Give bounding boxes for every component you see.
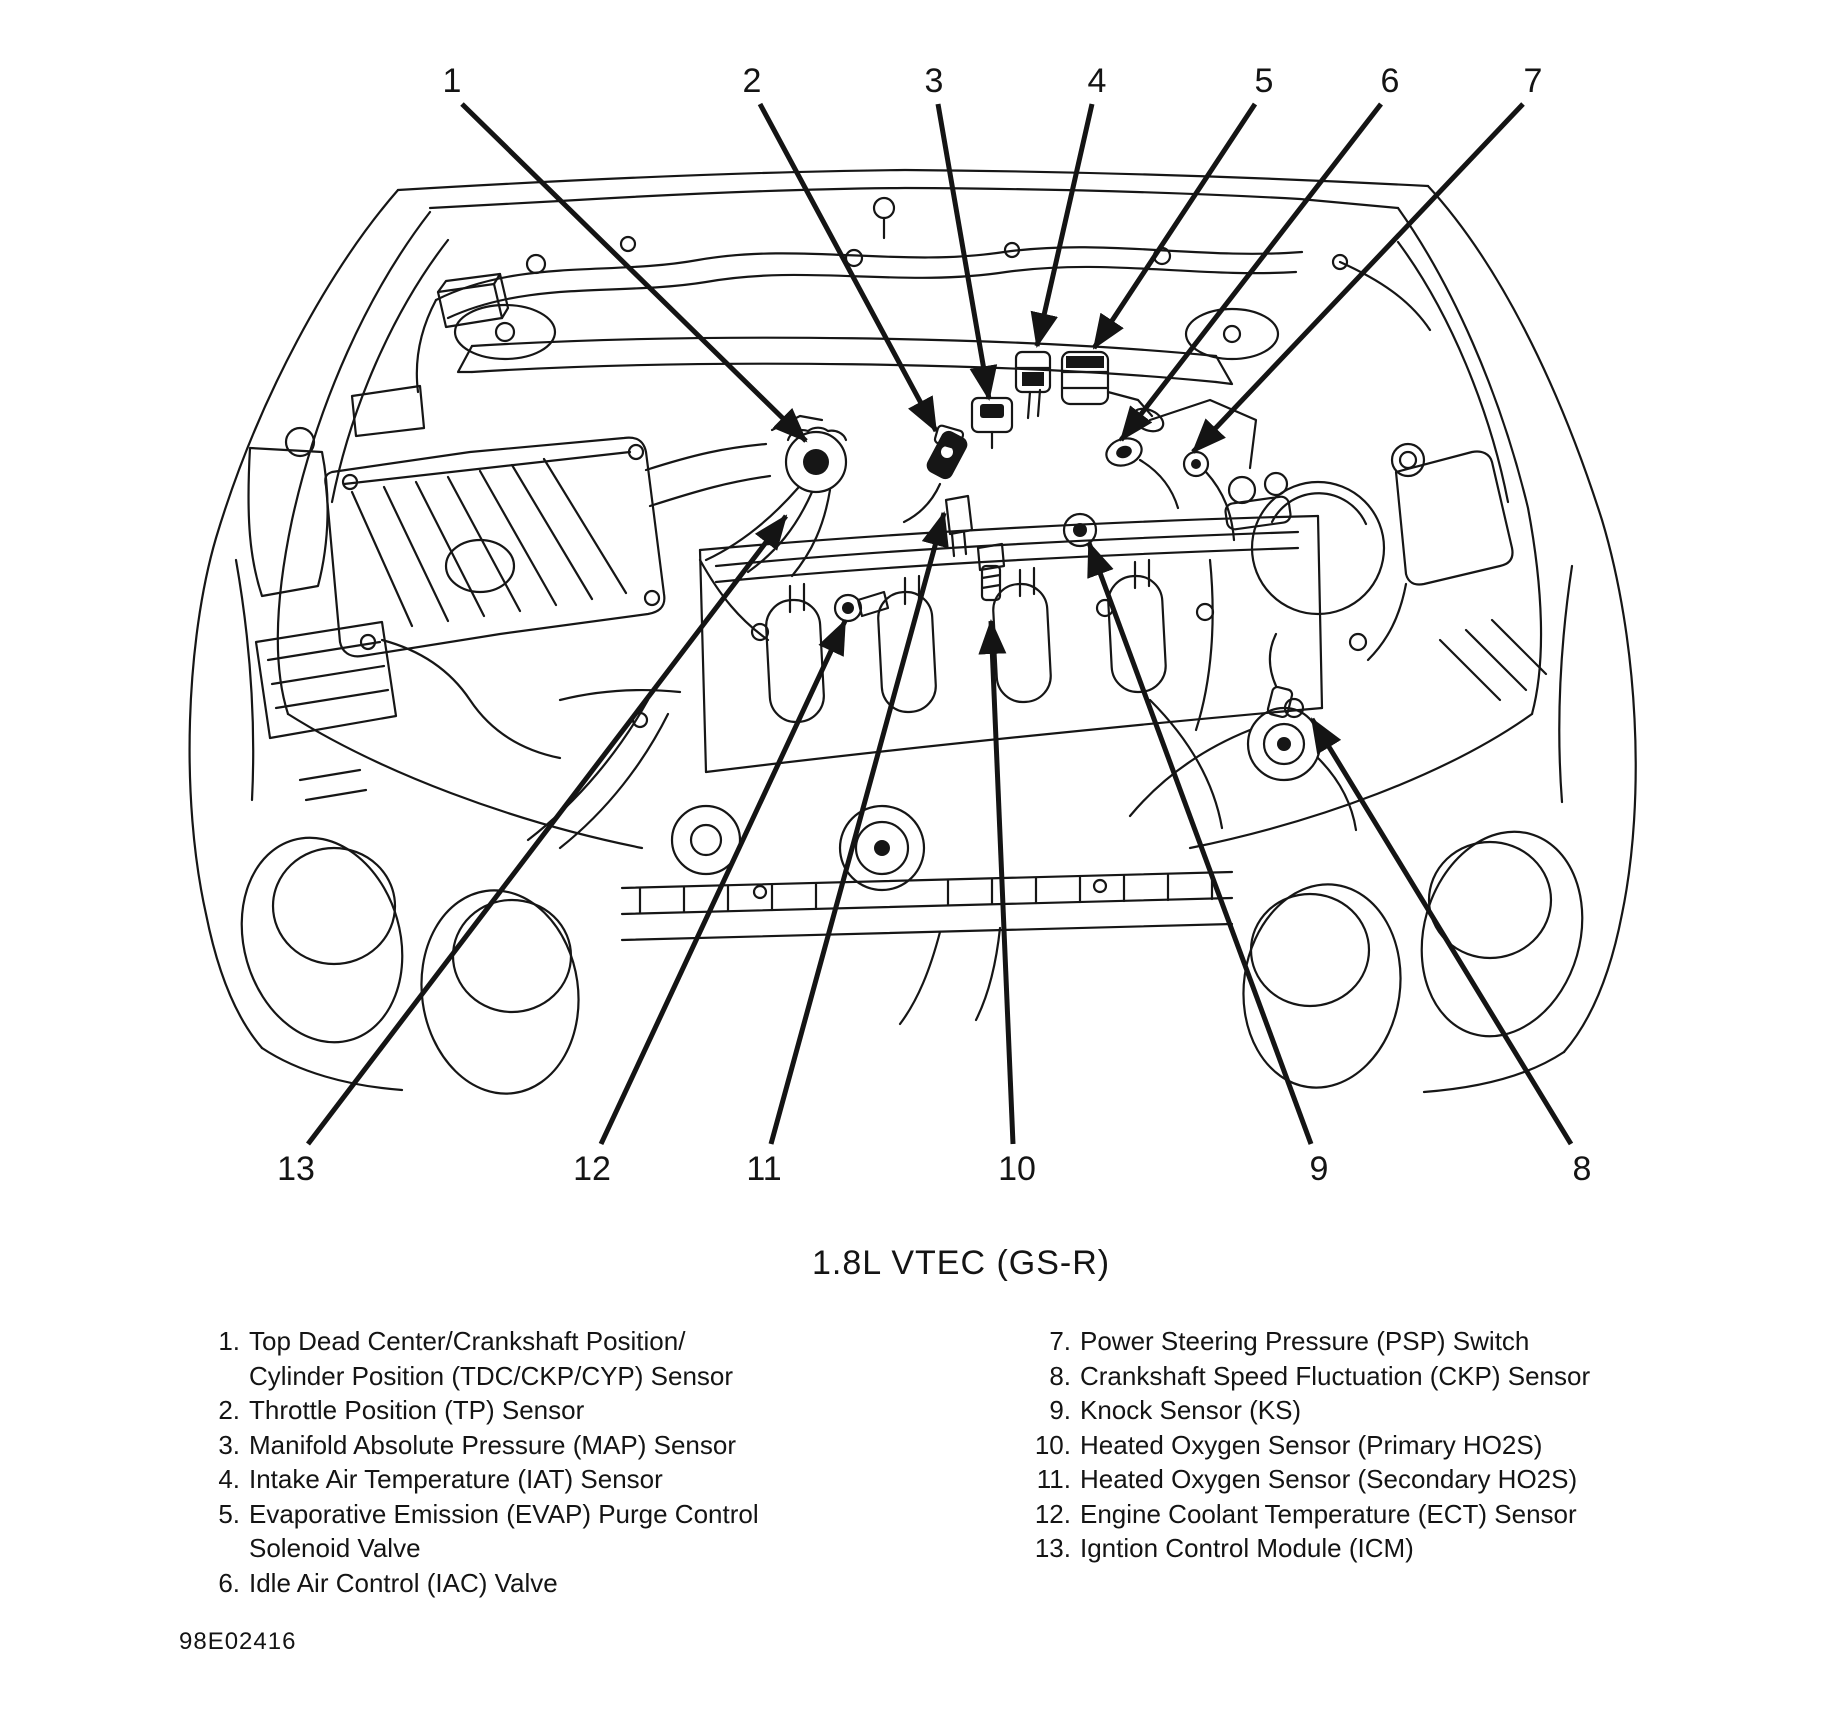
callout-number-7: 7	[1523, 62, 1543, 100]
legend-item-label: Igntion Control Module (ICM)	[1080, 1533, 1414, 1563]
legend-item-label: Heated Oxygen Sensor (Secondary HO2S)	[1080, 1464, 1578, 1494]
legend-item-number: 2.	[218, 1395, 240, 1425]
callout-line-2-tp-sensor	[760, 104, 936, 431]
legend-item	[960, 1393, 1720, 1428]
callout-number-10: 10	[998, 1150, 1036, 1188]
callout-line-3-map-sensor	[938, 104, 989, 399]
callout-number-13: 13	[277, 1150, 315, 1188]
legend-item-label: Engine Coolant Temperature (ECT) Sensor	[1080, 1498, 1577, 1529]
legend-item-label: Power Steering Pressure (PSP) Switch	[1080, 1326, 1530, 1356]
legend-item-label: Knock Sensor (KS)	[1080, 1395, 1302, 1425]
psp-switch-shape	[1184, 452, 1234, 540]
callout-number-3: 3	[924, 62, 944, 100]
legend-item-number: 11.	[1036, 1464, 1071, 1494]
iat-sensor-shape	[1016, 352, 1050, 418]
legend-item	[960, 1497, 1720, 1532]
legend-item-number: 8.	[1049, 1360, 1071, 1391]
callout-line-1-tdc-ckp-cyp-sensor	[462, 104, 806, 441]
legend-item	[170, 1324, 900, 1393]
legend-item	[960, 1359, 1720, 1394]
legend-item-label: Manifold Absolute Pressure (MAP) Sensor	[249, 1429, 736, 1460]
callout-line-5-evap-purge-solenoid	[1094, 104, 1255, 348]
legend-item-label: Idle Air Control (IAC) Valve	[249, 1567, 558, 1598]
callout-number-5: 5	[1254, 62, 1274, 100]
legend-item	[170, 1393, 900, 1428]
legend-item	[170, 1566, 900, 1601]
legend-item-label: Evaporative Emission (EVAP) Purge Control Solenoid Valve	[249, 1498, 759, 1563]
legend-item-number: 13.	[1034, 1533, 1071, 1563]
callout-line-8-ckp-sensor	[1312, 719, 1571, 1144]
legend-item	[960, 1324, 1720, 1359]
callout-line-7-psp-switch	[1193, 104, 1523, 452]
callout-line-9-knock-sensor	[1089, 543, 1311, 1144]
callout-number-12: 12	[573, 1150, 611, 1188]
primary-ho2s-shape	[978, 544, 1004, 600]
callout-number-11: 11	[746, 1150, 782, 1188]
legend-item	[960, 1462, 1720, 1497]
evap-solenoid-shape	[1062, 352, 1167, 436]
map-sensor-shape	[972, 398, 1012, 448]
legend-item	[170, 1428, 900, 1463]
figure-caption: 1.8L VTEC (GS-R)	[812, 1244, 1111, 1282]
legend-item-number: 10.	[1034, 1429, 1071, 1460]
figure-code: 98E02416	[179, 1628, 297, 1655]
strut-brace	[455, 305, 1278, 384]
legend-item-label: Heated Oxygen Sensor (Primary HO2S)	[1080, 1429, 1543, 1460]
callout-number-8: 8	[1572, 1150, 1592, 1188]
callout-number-1: 1	[442, 62, 462, 100]
legend-item-number: 9.	[1049, 1395, 1071, 1425]
legend-item-number: 12.	[1034, 1498, 1071, 1529]
legend-item-label: Throttle Position (TP) Sensor	[249, 1395, 585, 1425]
legend-item-number: 1.	[218, 1326, 240, 1356]
legend-item-number: 7.	[1049, 1326, 1071, 1356]
legend-column-left	[170, 1324, 900, 1600]
legend-item-label: Intake Air Temperature (IAT) Sensor	[249, 1464, 663, 1494]
legend-item	[170, 1462, 900, 1497]
ckp-sensor-shape	[1267, 634, 1303, 718]
legend-column-right	[960, 1324, 1720, 1566]
callout-line-13-icm-module	[308, 516, 786, 1144]
legend-item	[960, 1531, 1720, 1566]
callout-number-6: 6	[1380, 62, 1400, 100]
legend-item-number: 6.	[218, 1567, 240, 1598]
legend-item-label: Top Dead Center/Crankshaft Position/ Cylinder Position (TDC/CKP/CYP) Sensor	[249, 1326, 734, 1391]
legend-item-number: 3.	[218, 1429, 240, 1460]
legend-item	[170, 1497, 900, 1566]
legend-item-label: Crankshaft Speed Fluctuation (CKP) Sensor	[1080, 1360, 1591, 1391]
callout-number-9: 9	[1309, 1150, 1329, 1188]
callout-number-2: 2	[742, 62, 762, 100]
callout-line-4-iat-sensor	[1037, 104, 1092, 346]
callout-number-4: 4	[1087, 62, 1107, 100]
legend-item	[960, 1428, 1720, 1463]
legend-item-number: 5.	[218, 1498, 240, 1529]
legend-item-number: 4.	[218, 1464, 240, 1494]
iac-valve-shape	[1103, 434, 1178, 508]
